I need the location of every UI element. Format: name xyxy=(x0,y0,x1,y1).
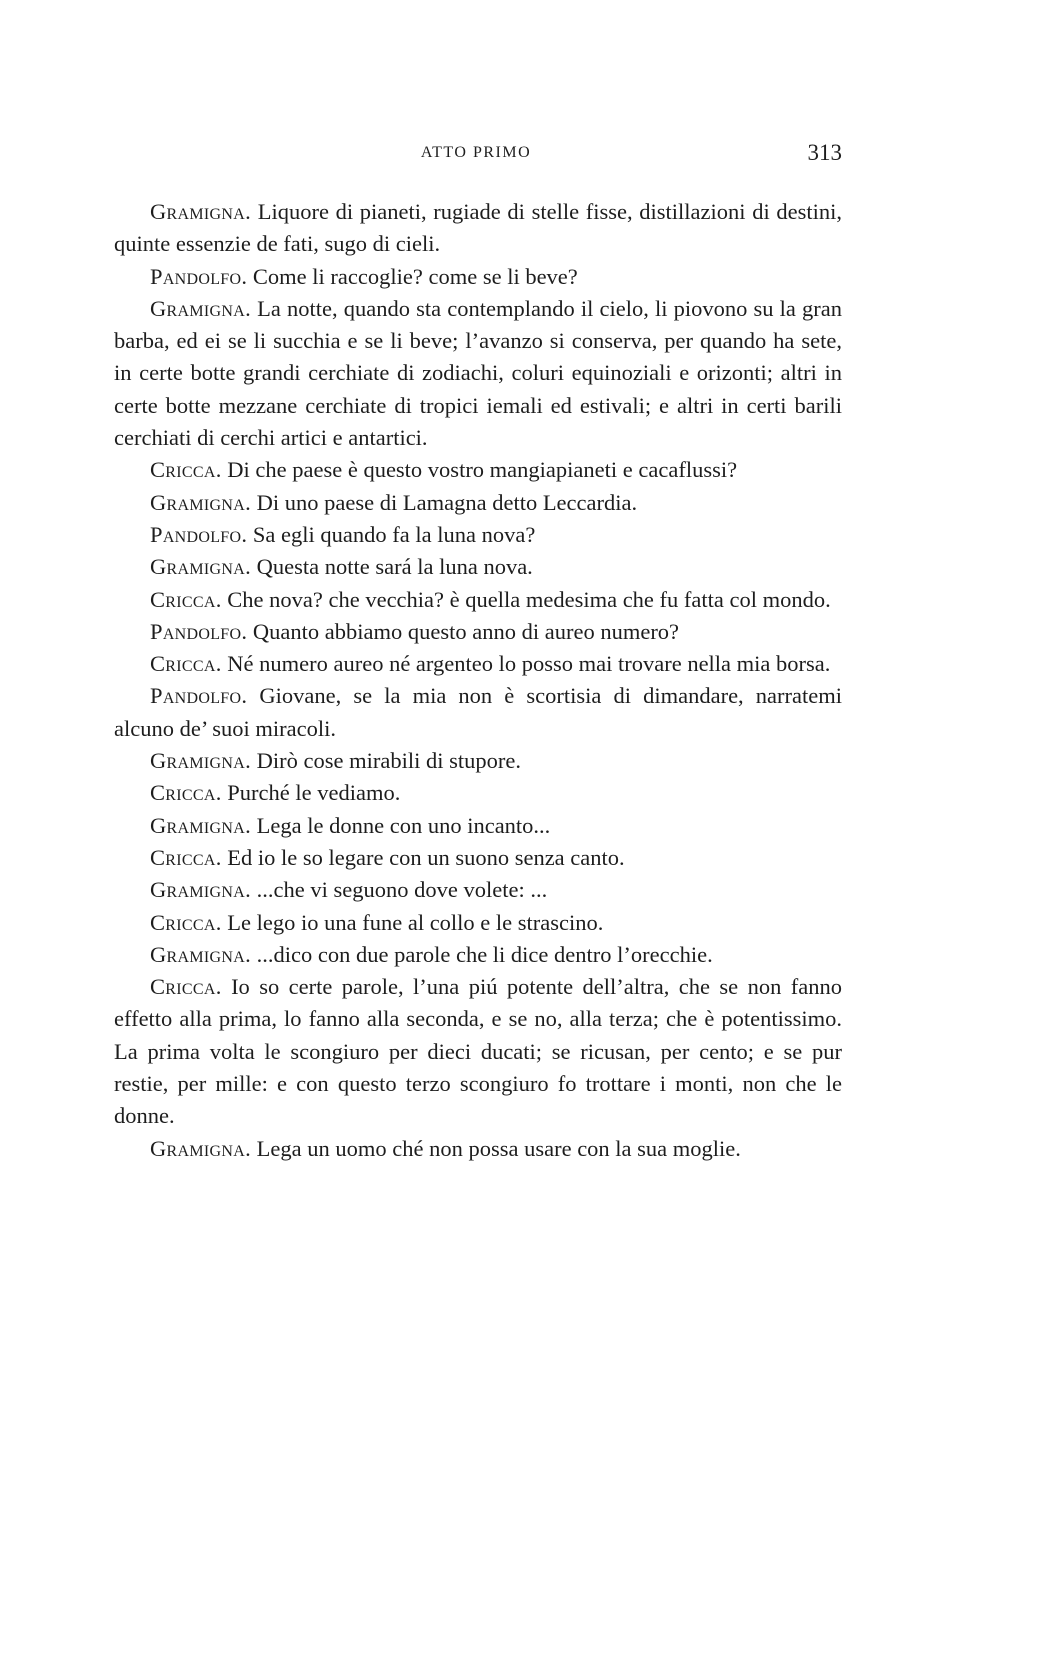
page-number: 313 xyxy=(807,140,842,165)
speech-text: Le lego io una fune al collo e le strascino. xyxy=(221,909,604,935)
speech-text: Di uno paese di Lamagna detto Leccardia. xyxy=(251,489,638,515)
dialogue-paragraph xyxy=(114,810,842,842)
speaker-name: Gramigna. xyxy=(150,812,252,838)
speaker-name: Pandolfo. xyxy=(150,263,248,289)
dialogue-paragraph xyxy=(114,551,842,583)
speaker-name: Cricca. xyxy=(150,909,222,935)
speaker-name: Gramigna. xyxy=(150,295,252,321)
dialogue-paragraph xyxy=(114,680,842,745)
dialogue-paragraph xyxy=(114,293,842,454)
speaker-name: Gramigna. xyxy=(150,877,252,903)
speech-text: Questa notte sará la luna nova. xyxy=(251,554,533,580)
speech-text: Quanto abbiamo questo anno di aureo numero? xyxy=(247,618,680,644)
speech-text: ...che vi seguono dove volete: ... xyxy=(251,877,548,903)
speaker-name: Cricca. xyxy=(150,974,222,1000)
speech-text: La notte, quando sta contemplando il cielo, li piovono su la gran barba, ed ei se li succhia e se li beve; l’avanzo si conserva, per quando ha sete, in certe botte grandi cerchiate di zodiachi, coluri equinoziali e orizonti; altri in certe botte mezzane cerchiate di tropici iemali ed estivali; e altri in certi barili cerchiati di cerchi artici e antartici. xyxy=(114,295,842,451)
speech-text: Io so certe parole, l’una piú potente dell’altra, che se non fanno effetto alla prima, lo fanno alla seconda, e se no, alla terza; che è potentissimo. La prima volta le scongiuro per dieci ducati; se ricusan, per cento; e se pur restie, per mille: e con questo terzo scongiuro fo trottare i monti, non che le donne. xyxy=(114,974,842,1129)
running-title: ATTO PRIMO xyxy=(420,144,532,161)
dialogue-paragraph xyxy=(114,1133,842,1165)
speech-text: Di che paese è questo vostro mangiapianeti e cacaflussi? xyxy=(221,457,738,483)
dialogue-paragraph xyxy=(114,939,842,971)
speaker-name: Pandolfo. xyxy=(150,618,248,644)
dialogue-paragraph xyxy=(114,907,842,939)
page-header xyxy=(110,136,842,172)
dialogue-paragraph xyxy=(114,874,842,906)
speech-text: Lega le donne con uno incanto... xyxy=(251,812,551,838)
dialogue-paragraph xyxy=(114,745,842,777)
dialogue-paragraph xyxy=(114,584,842,616)
speech-text: Né numero aureo né argenteo lo posso mai trovare nella mia borsa. xyxy=(221,651,831,677)
speaker-name: Gramigna. xyxy=(150,1135,252,1161)
speaker-name: Cricca. xyxy=(150,651,222,677)
dialogue-paragraph xyxy=(114,971,842,1132)
speech-text: Come li raccoglie? come se li beve? xyxy=(247,263,578,289)
dialogue-paragraph xyxy=(114,777,842,809)
speech-text: Liquore di pianeti, rugiade di stelle fisse, distillazioni di destini, quinte essenzie de fati, sugo di cieli. xyxy=(114,199,842,257)
dialogue-text xyxy=(114,196,842,1165)
speaker-name: Cricca. xyxy=(150,780,222,806)
speaker-name: Cricca. xyxy=(150,586,222,612)
dialogue-paragraph xyxy=(114,261,842,293)
dialogue-paragraph xyxy=(114,616,842,648)
speaker-name: Pandolfo. xyxy=(150,521,248,547)
speech-text: Che nova? che vecchia? è quella medesima che fu fatta col mondo. xyxy=(221,586,831,612)
speech-text: Sa egli quando fa la luna nova? xyxy=(247,521,536,547)
speaker-name: Cricca. xyxy=(150,844,222,870)
speaker-name: Gramigna. xyxy=(150,748,252,774)
speaker-name: Gramigna. xyxy=(150,554,252,580)
dialogue-paragraph xyxy=(114,487,842,519)
speaker-name: Cricca. xyxy=(150,457,222,483)
speech-text: Ed io le so legare con un suono senza canto. xyxy=(221,844,625,870)
speaker-name: Gramigna. xyxy=(150,941,252,967)
speaker-name: Gramigna. xyxy=(150,489,252,515)
dialogue-paragraph xyxy=(114,196,842,261)
speech-text: Giovane, se la mia non è scortisia di dimandare, narratemi alcuno de’ suoi miracoli. xyxy=(114,683,842,741)
dialogue-paragraph xyxy=(114,842,842,874)
dialogue-paragraph xyxy=(114,454,842,486)
speaker-name: Gramigna. xyxy=(150,199,252,224)
speech-text: Lega un uomo ché non possa usare con la sua moglie. xyxy=(251,1135,741,1161)
speaker-name: Pandolfo. xyxy=(150,683,248,709)
dialogue-paragraph xyxy=(114,519,842,551)
speech-text: Purché le vediamo. xyxy=(221,780,401,806)
speech-text: Dirò cose mirabili di stupore. xyxy=(251,748,521,774)
dialogue-paragraph xyxy=(114,648,842,680)
speech-text: ...dico con due parole che li dice dentro l’orecchie. xyxy=(251,941,713,967)
